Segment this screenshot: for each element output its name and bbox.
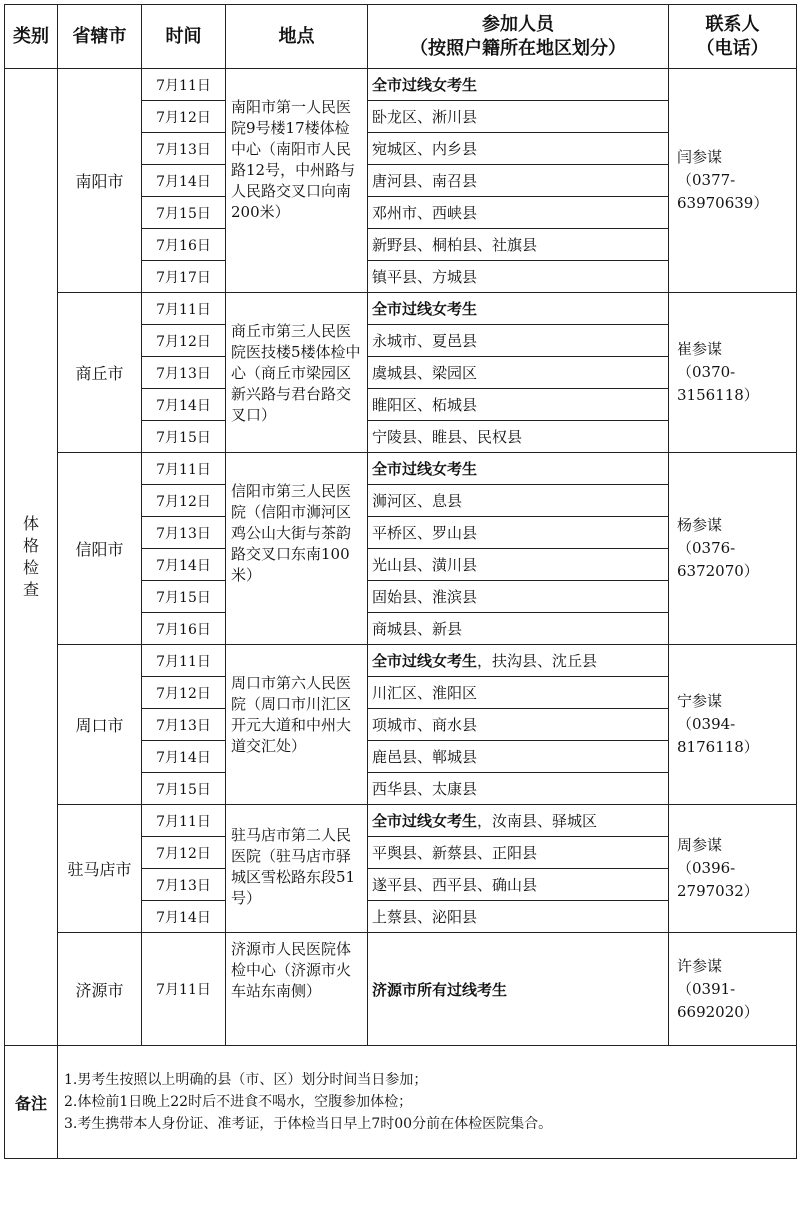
date-cell: 7月11日 — [142, 69, 226, 101]
contact-cell — [669, 645, 797, 805]
participants-cell — [368, 133, 669, 165]
date-cell: 7月14日 — [142, 901, 226, 933]
participants-text: ，扶沟县、沈丘县 — [477, 652, 598, 670]
note-line: 3.考生携带本人身份证、准考证，于体检当日早上7时00分前在体检医院集合。 — [64, 1116, 553, 1132]
date-cell: 7月12日 — [142, 677, 226, 709]
city-cell: 驻马店市 — [58, 805, 142, 933]
note-line: 1.男考生按照以上明确的县（市、区）划分时间当日参加； — [64, 1072, 428, 1088]
date-cell: 7月11日 — [142, 453, 226, 485]
header-contact-subtitle: （电话） — [696, 37, 769, 59]
date-cell: 7月15日 — [142, 197, 226, 229]
participants-text: 鹿邑县、郸城县 — [372, 748, 478, 766]
date-cell: 7月15日 — [142, 581, 226, 613]
participants-cell — [368, 485, 669, 517]
table-row — [5, 645, 797, 677]
date-cell: 7月16日 — [142, 613, 226, 645]
contact-cell — [669, 69, 797, 293]
participants-cell — [368, 645, 669, 677]
participants-cell — [368, 517, 669, 549]
contact-phone: （0377-63970639） — [677, 171, 769, 212]
participants-bold: 全市过线女考生 — [372, 76, 478, 94]
date-cell: 7月11日 — [142, 805, 226, 837]
date-cell: 7月13日 — [142, 133, 226, 165]
note-line: 2.体检前1日晚上22时后不进食不喝水，空腹参加体检； — [64, 1094, 413, 1110]
header-contact-title: 联系人 — [705, 13, 760, 35]
participants-cell — [368, 261, 669, 293]
location-cell: 南阳市第一人民医院9号楼17楼体检中心（南阳市人民路12号，中州路与人民路交叉口向南200米） — [226, 69, 368, 293]
participants-bold: 全市过线女考生 — [372, 652, 478, 670]
participants-cell — [368, 165, 669, 197]
contact-cell — [669, 933, 797, 1046]
participants-text: 卧龙区、淅川县 — [372, 108, 478, 126]
participants-cell — [368, 69, 669, 101]
header-participants-subtitle: （按照户籍所在地区划分） — [410, 37, 626, 59]
header-location: 地点 — [226, 5, 368, 69]
city-cell: 济源市 — [58, 933, 142, 1046]
date-cell: 7月11日 — [142, 645, 226, 677]
participants-text: 永城市、夏邑县 — [372, 332, 478, 350]
header-contact — [669, 5, 797, 69]
participants-text: 宛城区、内乡县 — [372, 140, 478, 158]
participants-cell — [368, 357, 669, 389]
location-cell: 驻马店市第二人民医院（驻马店市驿城区雪松路东段51号） — [226, 805, 368, 933]
participants-cell — [368, 581, 669, 613]
participants-text: 遂平县、西平县、确山县 — [372, 876, 538, 894]
header-row — [5, 5, 797, 69]
participants-text: 宁陵县、睢县、民权县 — [372, 428, 523, 446]
participants-text: 浉河区、息县 — [372, 492, 463, 510]
date-cell: 7月17日 — [142, 261, 226, 293]
date-cell: 7月15日 — [142, 773, 226, 805]
participants-text: 平桥区、罗山县 — [372, 524, 478, 542]
notes-row — [5, 1046, 797, 1159]
header-participants-title: 参加人员 — [482, 13, 554, 35]
location-cell: 济源市人民医院体检中心（济源市火车站东南侧） — [226, 933, 368, 1046]
participants-bold: 全市过线女考生 — [372, 300, 478, 318]
participants-cell — [368, 197, 669, 229]
participants-text: 唐河县、南召县 — [372, 172, 478, 190]
participants-cell — [368, 549, 669, 581]
participants-text: 光山县、潢川县 — [372, 556, 478, 574]
date-cell: 7月12日 — [142, 101, 226, 133]
notes-label: 备注 — [5, 1046, 58, 1159]
table-row — [5, 933, 797, 1046]
schedule-table — [4, 4, 797, 1159]
participants-text: 川汇区、淮阳区 — [372, 684, 478, 702]
contact-phone: （0370-3156118） — [677, 363, 759, 404]
city-cell: 信阳市 — [58, 453, 142, 645]
schedule-body — [5, 69, 797, 1046]
contact-phone: （0396-2797032） — [677, 859, 759, 900]
date-cell: 7月14日 — [142, 741, 226, 773]
contact-phone: （0391-6692020） — [677, 979, 759, 1021]
participants-text: 邓州市、西峡县 — [372, 204, 478, 222]
participants-text: 商城县、新县 — [372, 620, 463, 638]
date-cell: 7月13日 — [142, 709, 226, 741]
contact-name: 许参谋 — [677, 956, 723, 975]
contact-phone: （0394-8176118） — [677, 715, 759, 756]
participants-cell — [368, 933, 669, 1046]
participants-text: 固始县、淮滨县 — [372, 588, 478, 606]
date-cell: 7月15日 — [142, 421, 226, 453]
participants-text: 虞城县、梁园区 — [372, 364, 478, 382]
date-cell: 7月11日 — [142, 293, 226, 325]
participants-text: ，汝南县、驿城区 — [477, 812, 598, 830]
contact-name: 杨参谋 — [677, 516, 723, 534]
contact-name: 宁参谋 — [677, 692, 723, 710]
participants-cell — [368, 837, 669, 869]
participants-cell — [368, 613, 669, 645]
participants-cell — [368, 229, 669, 261]
participants-cell — [368, 773, 669, 805]
participants-cell — [368, 741, 669, 773]
date-cell: 7月12日 — [142, 837, 226, 869]
contact-name: 闫参谋 — [677, 148, 723, 166]
contact-cell — [669, 293, 797, 453]
contact-phone: （0376-6372070） — [677, 539, 759, 580]
date-cell: 7月16日 — [142, 229, 226, 261]
participants-cell — [368, 805, 669, 837]
city-cell: 商丘市 — [58, 293, 142, 453]
date-cell: 7月12日 — [142, 325, 226, 357]
participants-cell — [368, 869, 669, 901]
date-cell: 7月13日 — [142, 357, 226, 389]
participants-text: 上蔡县、泌阳县 — [372, 908, 478, 926]
participants-cell — [368, 901, 669, 933]
participants-cell — [368, 709, 669, 741]
notes-content — [58, 1046, 797, 1159]
table-row — [5, 453, 797, 485]
participants-text: 西华县、太康县 — [372, 780, 478, 798]
participants-bold: 济源市所有过线考生 — [372, 980, 508, 999]
participants-cell — [368, 389, 669, 421]
city-cell: 周口市 — [58, 645, 142, 805]
contact-name: 周参谋 — [677, 836, 723, 854]
header-city: 省辖市 — [58, 5, 142, 69]
participants-text: 平舆县、新蔡县、正阳县 — [372, 844, 538, 862]
participants-cell — [368, 325, 669, 357]
header-participants — [368, 5, 669, 69]
contact-cell — [669, 453, 797, 645]
header-time: 时间 — [142, 5, 226, 69]
city-cell: 南阳市 — [58, 69, 142, 293]
location-cell: 周口市第六人民医院（周口市川汇区开元大道和中州大道交汇处） — [226, 645, 368, 805]
participants-text: 项城市、商水县 — [372, 716, 478, 734]
header-category: 类别 — [5, 5, 58, 69]
location-cell: 商丘市第三人民医院医技楼5楼体检中心（商丘市梁园区新兴路与君台路交叉口） — [226, 293, 368, 453]
date-cell: 7月13日 — [142, 869, 226, 901]
category-label: 体格检查 — [23, 514, 40, 599]
location-cell: 信阳市第三人民医院（信阳市浉河区鸡公山大街与茶韵路交叉口东南100米） — [226, 453, 368, 645]
participants-cell — [368, 293, 669, 325]
category-cell — [5, 69, 58, 1046]
table-row — [5, 805, 797, 837]
table-row — [5, 293, 797, 325]
date-cell: 7月11日 — [142, 933, 226, 1046]
date-cell: 7月14日 — [142, 549, 226, 581]
participants-bold: 全市过线女考生 — [372, 460, 478, 478]
contact-cell — [669, 805, 797, 933]
participants-cell — [368, 677, 669, 709]
date-cell: 7月13日 — [142, 517, 226, 549]
participants-cell — [368, 453, 669, 485]
date-cell: 7月12日 — [142, 485, 226, 517]
date-cell: 7月14日 — [142, 389, 226, 421]
participants-text: 睢阳区、柘城县 — [372, 396, 478, 414]
participants-bold: 全市过线女考生 — [372, 812, 478, 830]
participants-cell — [368, 101, 669, 133]
participants-text: 新野县、桐柏县、社旗县 — [372, 236, 538, 254]
participants-text: 镇平县、方城县 — [372, 268, 478, 286]
participants-cell — [368, 421, 669, 453]
date-cell: 7月14日 — [142, 165, 226, 197]
contact-name: 崔参谋 — [677, 340, 723, 358]
table-row — [5, 69, 797, 101]
